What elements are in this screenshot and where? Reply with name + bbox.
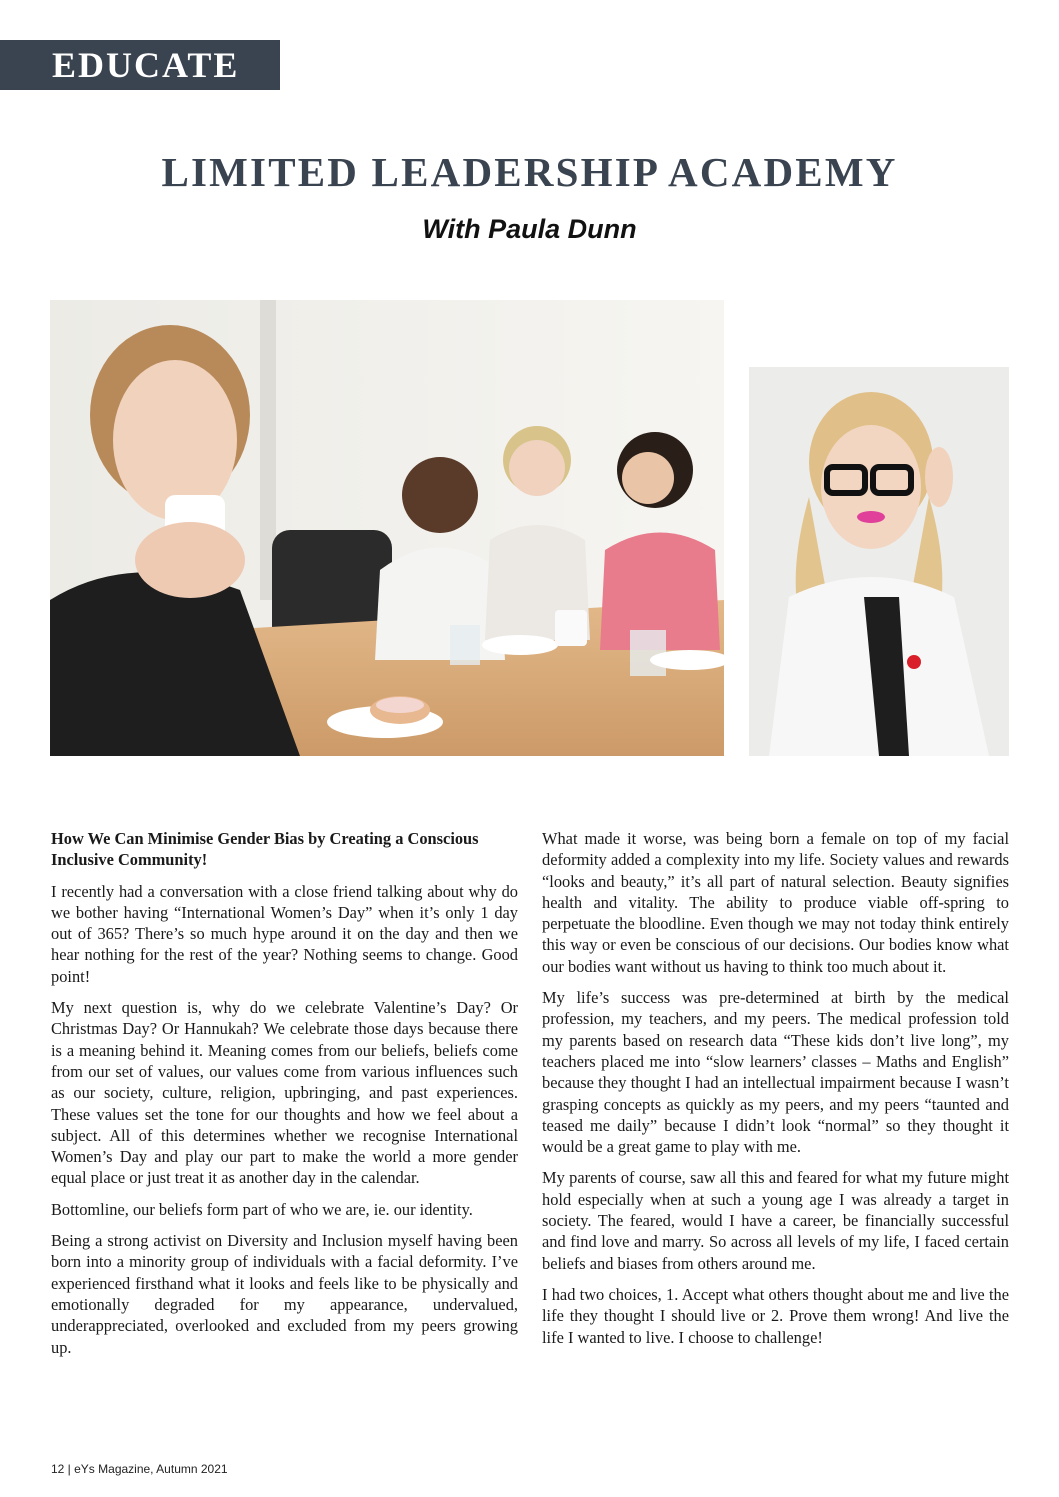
paragraph: Bottomline, our beliefs form part of who we are, ie. our identity. bbox=[51, 1199, 473, 1219]
article-title: LIMITED LEADERSHIP ACADEMY bbox=[161, 149, 898, 195]
left-column bbox=[51, 828, 518, 1368]
paragraph: My life’s success was pre-determined at birth by the medical profession, my teachers, and my peers. The medical profession told my parents based on research data “These kids don’t live long”, my teachers placed me into “slow learners’ classes – Maths and English” because they thought I had an intellectual impairment because I wasn’t grasping concepts as quickly as my peers, and my peers “taunted and teased me daily” because I didn’t look “normal” so they thought it would be a great game to play with me. bbox=[542, 988, 1009, 1157]
paragraph: My parents of course, saw all this and feared for what my future might hold especially when at such a young age I was already a target in society. The feared, would I have a career, be financially successful and find love and marry. So across all levels of my life, I faced certain beliefs and biases from others around me. bbox=[542, 1168, 1009, 1273]
paragraph: I had two choices, 1. Accept what others thought about me and live the life they thought I should live or 2. Prove them wrong! And live the life I wanted to live. I choose to challenge! bbox=[542, 1284, 1009, 1347]
paragraph: I recently had a conversation with a close friend talking about why do we bother having “International Women’s Day” when it’s only 1 day out of 365? There’s so much hype around it on the day and then we hear nothing for the rest of the year? Nothing seems to change. Good point! bbox=[51, 881, 518, 986]
section-label: EDUCATE bbox=[0, 40, 280, 90]
paragraph: My next question is, why do we celebrate Valentine’s Day? Or Christmas Day? Or Hannukah? We celebrate those days because there is a meaning behind it. Meaning comes from our beliefs, beliefs come from our set of values, our values come from various influences such as our society, culture, religion, upbringing, and past experiences. These values set the tone for our thoughts and how we feel about a subject. All of this determines whether we recognise International Women’s Day and play our part to make the world a more gender equal place or just treat it as another day in the calendar. bbox=[51, 998, 518, 1188]
doctor-woman-photo bbox=[749, 367, 1009, 756]
article-subheading: How We Can Minimise Gender Bias by Creating a Conscious Inclusive Community! bbox=[51, 829, 479, 870]
paragraph: What made it worse, was being born a female on top of my facial deformity added a complexity into my life. Society values and rewards “looks and beauty,” it’s all part of natural selection. Beauty signifies health and vitality. The ability to produce viable off-spring to perpetuate the bloodline. Even though we may not today think entirely this way or even be conscious of our decisions. Our bodies know what our bodies want without us having to think too much about it. bbox=[542, 829, 1009, 976]
article-byline: With Paula Dunn bbox=[422, 214, 637, 244]
page-footer: 12 | eYs Magazine, Autumn 2021 bbox=[51, 1462, 228, 1476]
right-column bbox=[542, 828, 1009, 1358]
office-gossip-photo bbox=[50, 300, 724, 756]
paragraph: Being a strong activist on Diversity and Inclusion myself having been born into a minority group of individuals with a facial deformity. I’ve experienced firsthand what it looks and feels like to be physically and emotionally degraded for my appearance, undervalued, underappreciated, overlooked and excluded from my peers growing up. bbox=[51, 1231, 518, 1357]
